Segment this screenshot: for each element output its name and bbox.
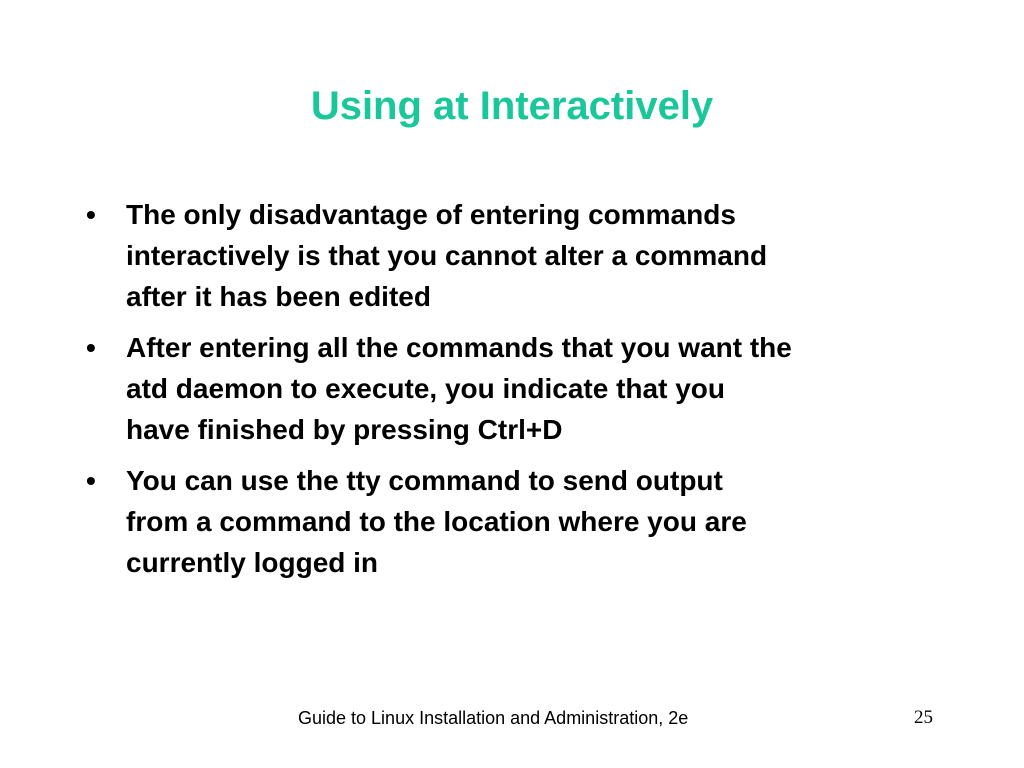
- slide-footer: [0, 706, 1024, 734]
- bullet-item: [84, 327, 944, 450]
- footer-text: Guide to Linux Installation and Administration, 2e: [298, 708, 689, 728]
- bullet-line: You can use the tty command to send output: [126, 465, 723, 496]
- bullet-line: interactively is that you cannot alter a command: [126, 240, 768, 271]
- bullet-item: [84, 460, 944, 583]
- bullet-icon: •: [86, 465, 96, 496]
- bullet-line: from a command to the location where you are: [126, 506, 747, 537]
- bullet-icon: •: [86, 199, 96, 230]
- slide-title: Using at Interactively: [310, 84, 714, 128]
- bullet-item: [84, 194, 944, 317]
- bullet-line: after it has been edited: [126, 281, 431, 312]
- bullet-line: After entering all the commands that you want the: [126, 332, 792, 363]
- bullet-line: currently logged in: [126, 547, 379, 578]
- bullet-line: atd daemon to execute, you indicate that you: [126, 373, 725, 404]
- bullet-icon: •: [86, 332, 96, 363]
- bullet-list: [84, 194, 944, 593]
- bullet-line: have finished by pressing Ctrl+D: [126, 414, 563, 445]
- page-number: 25: [914, 707, 933, 728]
- bullet-line: The only disadvantage of entering commands: [126, 199, 736, 230]
